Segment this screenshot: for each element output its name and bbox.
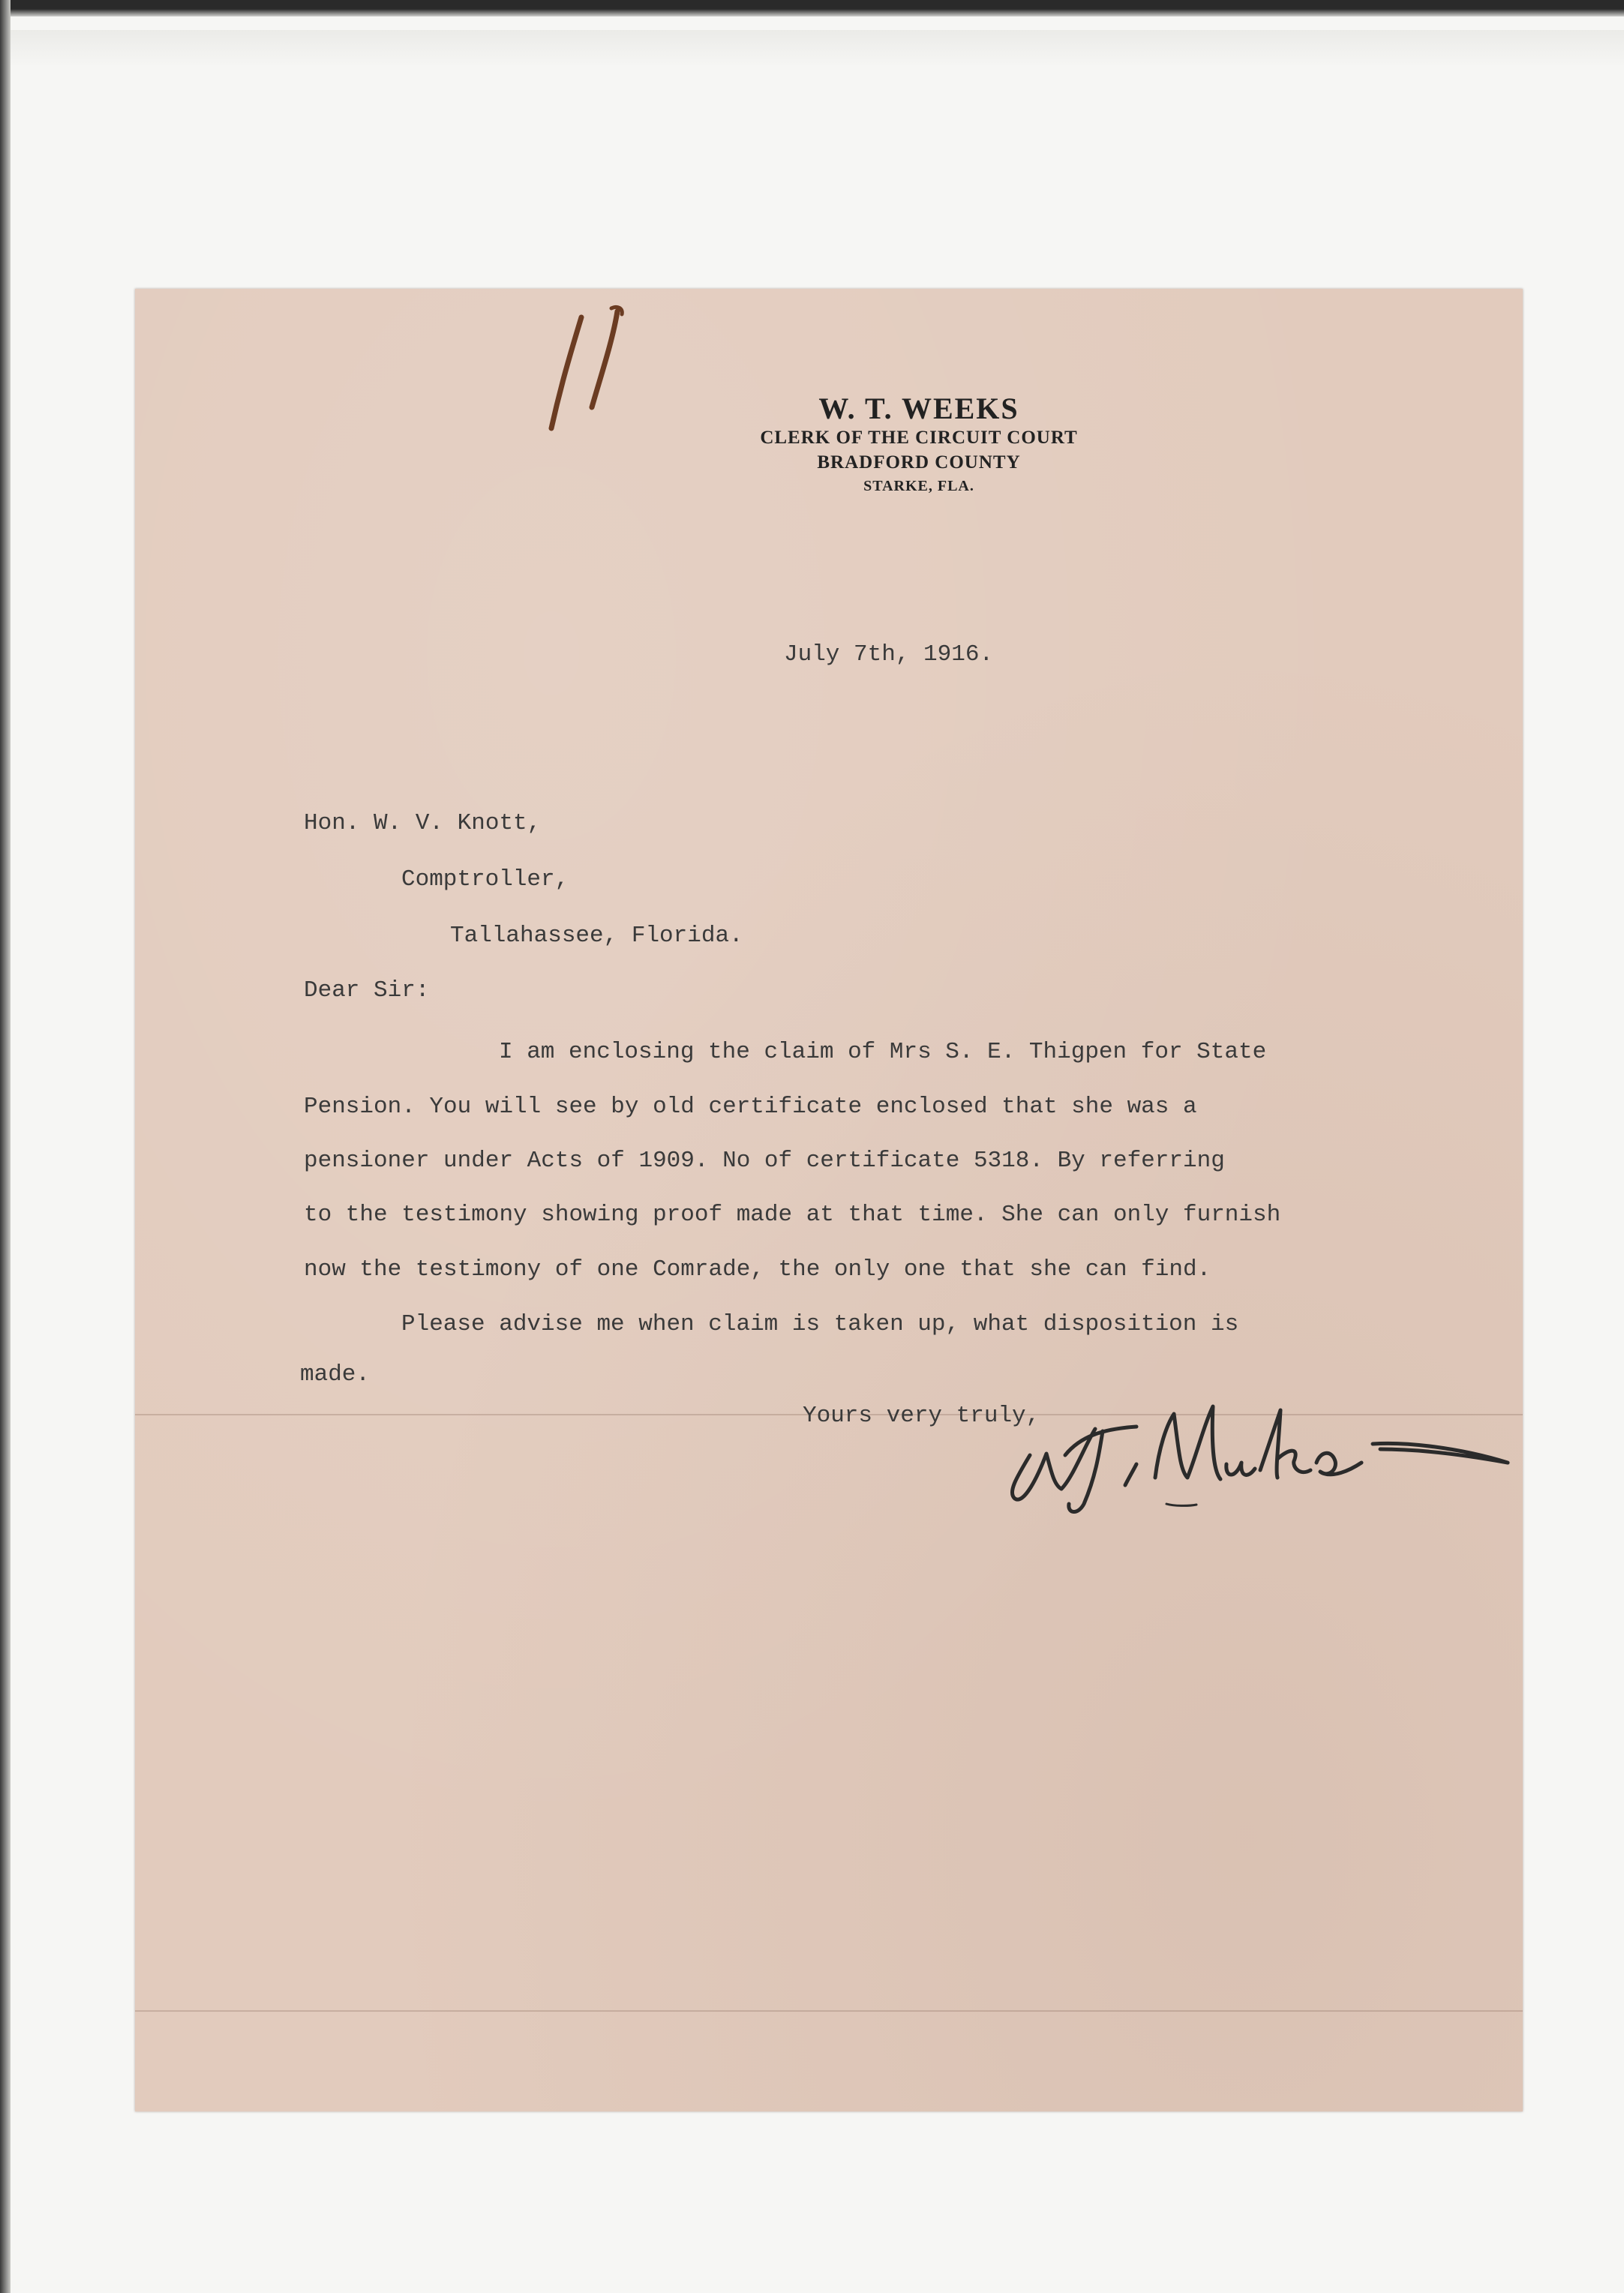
- scan-top-edge: [0, 0, 1624, 17]
- handwritten-signature: [941, 1365, 1511, 1526]
- fold-crease: [135, 2010, 1523, 2012]
- letterhead-title: CLERK OF THE CIRCUIT COURT: [760, 428, 1078, 448]
- body-line: made.: [300, 1361, 371, 1388]
- salutation: Dear Sir:: [304, 977, 430, 1004]
- body-line: I am enclosing the claim of Mrs S. E. Thigpen for State: [499, 1039, 1267, 1065]
- body-line: pensioner under Acts of 1909. No of certificate 5318. By referring: [304, 1148, 1225, 1174]
- body-line: Please advise me when claim is taken up, what disposition is: [401, 1311, 1239, 1337]
- scan-left-edge: [0, 0, 11, 2293]
- letterhead-county: BRADFORD COUNTY: [817, 452, 1021, 473]
- letterhead-city: STARKE, FLA.: [863, 478, 974, 494]
- body-line: to the testimony showing proof made at that time. She can only furnish: [304, 1202, 1281, 1228]
- recipient-city: Tallahassee, Florida.: [450, 923, 743, 949]
- recipient-office: Comptroller,: [401, 866, 569, 893]
- closing: Yours very truly,: [803, 1403, 1040, 1429]
- letter-date: July 7th, 1916.: [784, 641, 994, 668]
- body-line: Pension. You will see by old certificate enclosed that she was a: [304, 1094, 1197, 1120]
- scanner-bed-strip: [0, 30, 1624, 68]
- letterhead-name: W. T. WEEKS: [818, 392, 1019, 425]
- recipient-name: Hon. W. V. Knott,: [304, 810, 542, 836]
- letter-page: [135, 289, 1523, 2111]
- body-line: now the testimony of one Comrade, the only one that she can find.: [304, 1256, 1211, 1283]
